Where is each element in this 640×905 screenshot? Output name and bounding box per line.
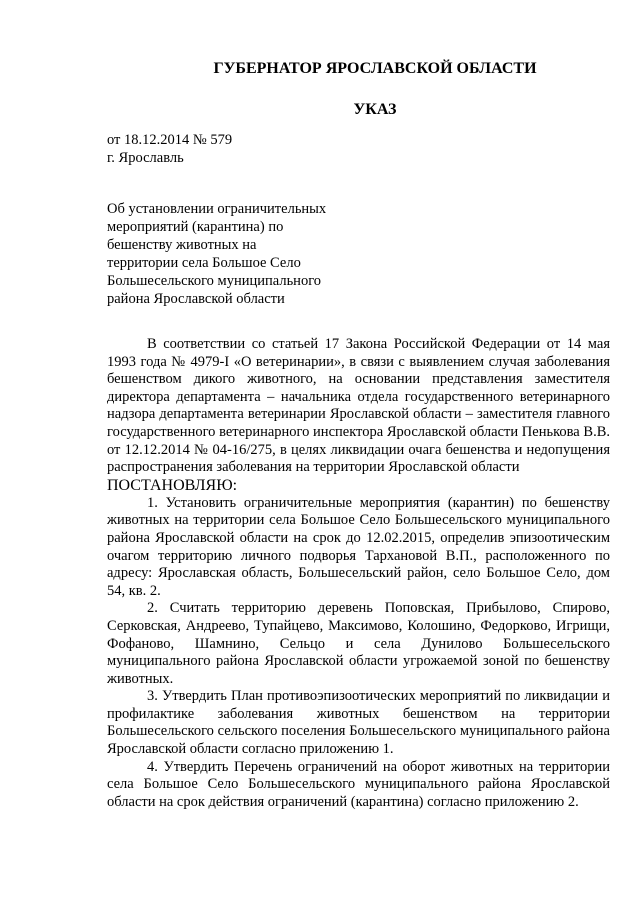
subject-line: Об установлении ограничительных [107, 201, 327, 217]
subject-line: Большесельского муниципального [107, 273, 322, 289]
issuing-authority-heading: ГУБЕРНАТОР ЯРОСЛАВСКОЙ ОБЛАСТИ [213, 60, 537, 77]
decree-item-3: 3. Утвердить План противоэпизоотических мероприятий по ликвидации и профилактике заболевания животных бешенством на территории Большесельского сельского поселения Большесельского муниципального района Ярославской области согласно приложению 1. [107, 688, 610, 758]
issue-city: г. Ярославль [107, 150, 184, 166]
decree-word: ПОСТАНОВЛЯЮ: [107, 476, 238, 494]
date-and-number: от 18.12.2014 № 579 [107, 132, 233, 148]
preamble-paragraph: В соответствии со статьей 17 Закона Российской Федерации от 14 мая 1993 года № 4979-I «О ветеринарии», в связи с выявлением случая заболевания бешенством дикого животного, на основании представления заместителя директора департамента – начальника отдела государственного ветеринарного надзора департамента ветеринарии Ярославской области – заместителя главного государственного ветеринарного инспектора Ярославской области Пенькова В.В. от 12.12.2014 № 04-16/275, в целях ликвидации очага бешенства и недопущения распространения заболевания на территории Ярославской области [107, 336, 610, 476]
subject-line: территории села Большое Село [107, 255, 301, 271]
subject-line: бешенству животных на [107, 237, 257, 253]
document-type-heading: УКАЗ [353, 101, 397, 118]
decree-item-4: 4. Утвердить Перечень ограничений на оборот животных на территории села Большое Село Большесельского муниципального района Ярославской области на срок действия ограничений (карантина) согласно приложению 2. [107, 758, 610, 810]
document-body [107, 336, 610, 811]
document-subject [107, 200, 367, 308]
subject-line: района Ярославской области [107, 291, 285, 307]
decree-item-2: 2. Считать территорию деревень Поповская, Прибылово, Спирово, Серковская, Андреево, Тупайцево, Максимово, Колошино, Федорково, Игрищи, Фофаново, Шамнино, Сельцо и села Дунилово Большесельского муниципального района Ярославской области угрожаемой зоной по бешенству животных. [107, 600, 610, 687]
decree-item-1: 1. Установить ограничительные мероприятия (карантин) по бешенству животных на территории села Большое Село Большесельского муниципального района Ярославской области на срок до 12.02.2015, определив эпизоотическим очагом территорию личного подворья Тархановой В.П., расположенного по адресу: Ярославская область, Большесельский район, село Большое Село, дом 54, кв. 2. [107, 494, 610, 599]
document-meta [107, 131, 232, 167]
subject-line: мероприятий (карантина) по [107, 219, 284, 235]
